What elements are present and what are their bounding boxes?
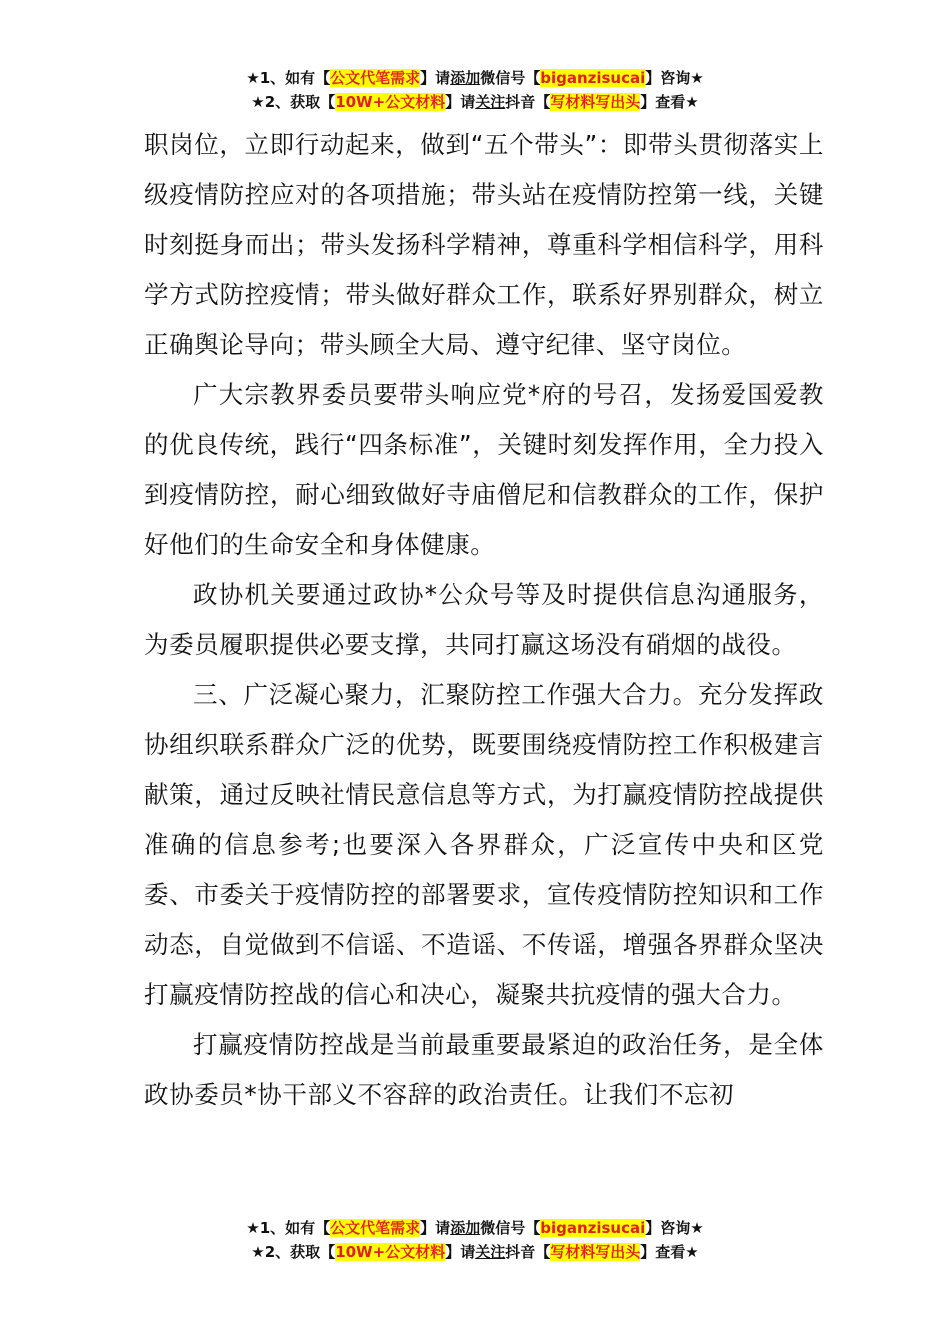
banner-highlight: 10W+公文材料	[335, 93, 446, 111]
banner-line-2	[0, 90, 950, 114]
banner-text: ★2、获取【	[251, 1243, 336, 1261]
banner-text: 抖音【	[505, 93, 551, 111]
paragraph: 打赢疫情防控战是当前最重要最紧迫的政治任务，是全体政协委员*协干部义不容辞的政治责任。让我们不忘初	[144, 1030, 824, 1109]
footer-banner	[0, 1216, 950, 1264]
banner-highlight: 写材料写出头	[550, 1243, 641, 1261]
banner-highlight: 公文代笔需求	[330, 1219, 421, 1237]
banner-text: 】咨询★	[645, 69, 704, 87]
paragraph: 广大宗教界委员要带头响应党*府的号召，发扬爱国爱教的优良传统，践行“四条标准”，关键时刻发挥作用，全力投入到疫情防控，耐心细致做好寺庙僧尼和信教群众的工作，保护好他们的生命安全和身体健康。	[144, 380, 824, 559]
banner-text: 】请	[420, 69, 451, 87]
paragraph: 三、广泛凝心聚力，汇聚防控工作强大合力。充分发挥政协组织联系群众广泛的优势，既要围绕疫情防控工作积极建言献策，通过反映社情民意信息等方式，为打赢疫情防控战提供准确的信息参考;也要深入各界群众，广泛宣传中央和区党委、市委关于疫情防控的部署要求，宣传疫情防控知识和工作动态，自觉做到不信谣、不造谣、不传谣，增强各界群众坚决打赢疫情防控战的信心和决心，凝聚共抗疫情的强大合力。	[144, 680, 824, 1009]
banner-text: 】请	[445, 93, 476, 111]
header-banner	[0, 66, 950, 114]
document-body	[144, 120, 824, 1120]
banner-underline: 添加	[450, 1219, 481, 1237]
banner-line-1	[0, 1216, 950, 1240]
banner-highlight: 写材料写出头	[550, 93, 641, 111]
banner-text: 】请	[445, 1243, 476, 1261]
banner-text: 】咨询★	[645, 1219, 704, 1237]
banner-text: 】查看★	[640, 1243, 699, 1261]
banner-underline: 关注	[475, 1243, 506, 1261]
banner-text: ★1、如有【	[246, 69, 331, 87]
banner-underline: 添加	[450, 69, 481, 87]
banner-line-2	[0, 1240, 950, 1264]
banner-underline: 关注	[475, 93, 506, 111]
banner-highlight: biganzisucai	[540, 69, 646, 87]
banner-text: 】请	[420, 1219, 451, 1237]
paragraph: 政协机关要通过政协*公众号等及时提供信息沟通服务，为委员履职提供必要支撑，共同打赢这场没有硝烟的战役。	[144, 580, 824, 659]
banner-highlight: biganzisucai	[540, 1219, 646, 1237]
banner-text: 微信号【	[480, 69, 541, 87]
banner-text: 抖音【	[505, 1243, 551, 1261]
banner-line-1	[0, 66, 950, 90]
banner-text: ★2、获取【	[251, 93, 336, 111]
banner-highlight: 10W+公文材料	[335, 1243, 446, 1261]
banner-text: 微信号【	[480, 1219, 541, 1237]
banner-highlight: 公文代笔需求	[330, 69, 421, 87]
paragraph: 职岗位，立即行动起来，做到“五个带头”：即带头贯彻落实上级疫情防控应对的各项措施；带头站在疫情防控第一线，关键时刻挺身而出；带头发扬科学精神，尊重科学相信科学，用科学方式防控疫情；带头做好群众工作，联系好界别群众，树立正确舆论导向；带头顾全大局、遵守纪律、坚守岗位。	[144, 130, 824, 359]
banner-text: ★1、如有【	[246, 1219, 331, 1237]
banner-text: 】查看★	[640, 93, 699, 111]
